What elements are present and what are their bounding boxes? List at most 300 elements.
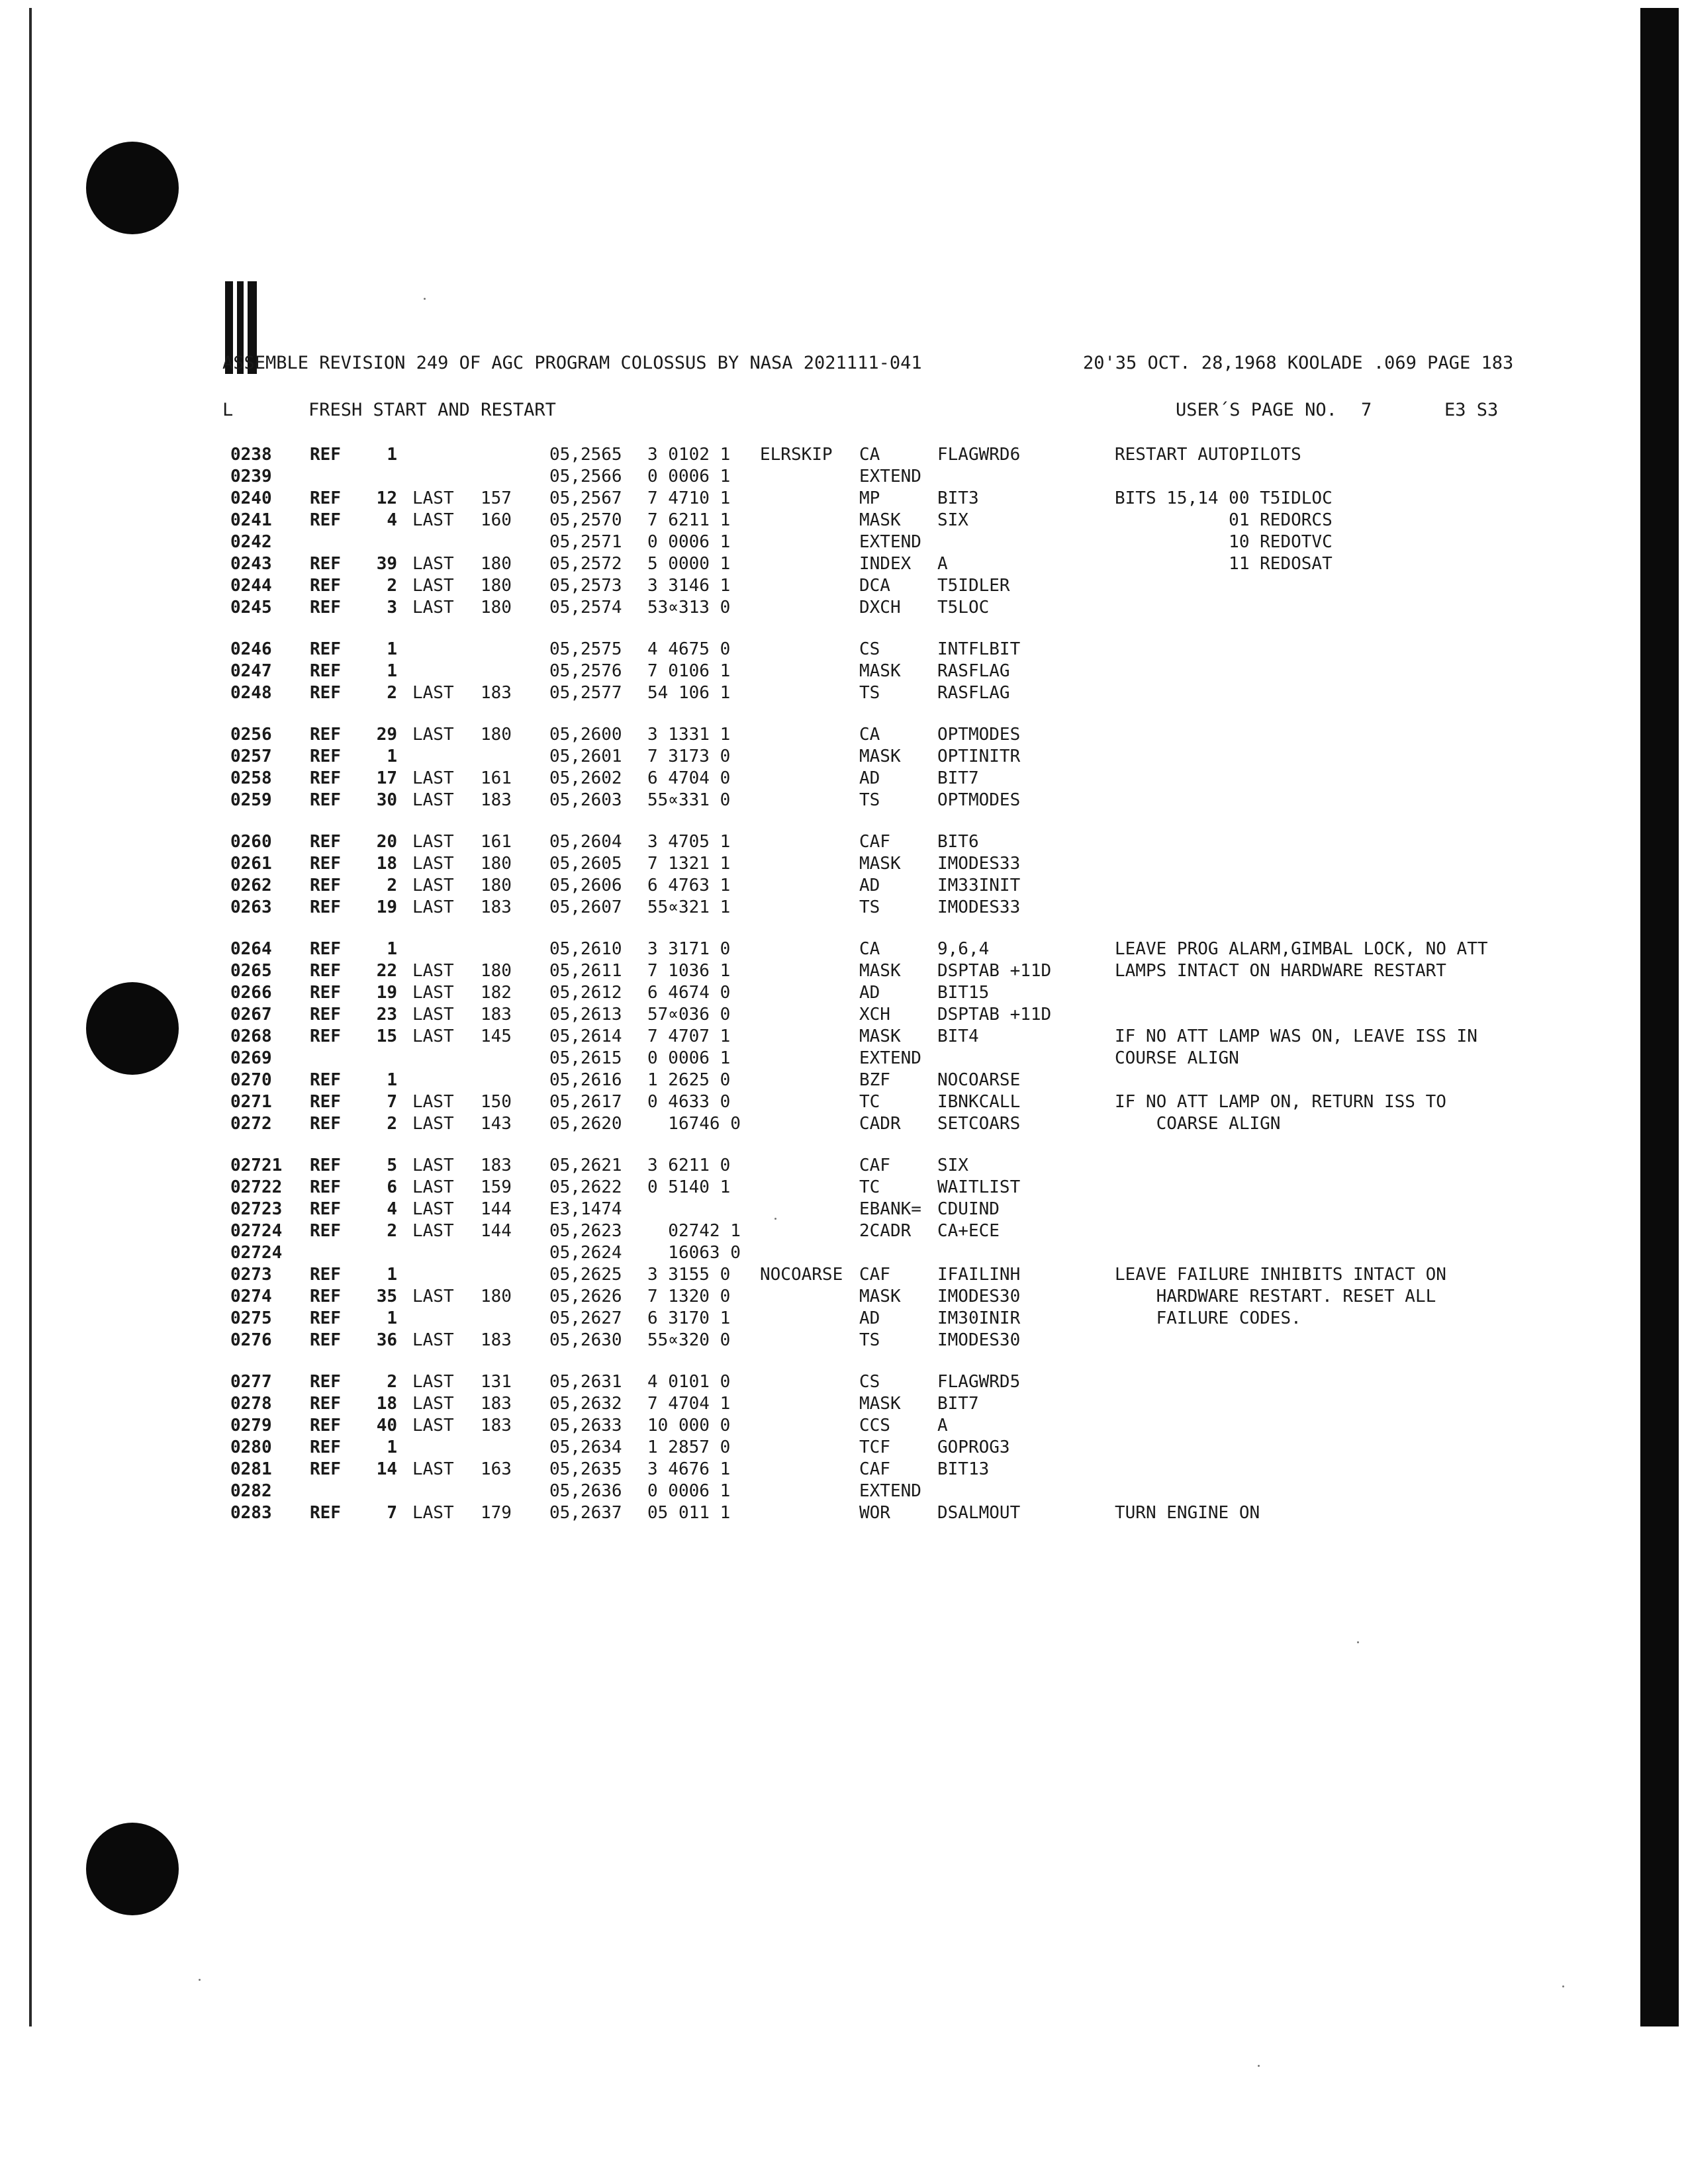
- octal-code: 6 4704 0: [647, 768, 731, 788]
- address: 05,2605: [549, 854, 622, 874]
- octal-code: 7 6211 1: [647, 510, 731, 530]
- opcode: DCA: [859, 576, 890, 596]
- opcode: CAF: [859, 1265, 890, 1285]
- operand: NOCOARSE: [937, 1070, 1021, 1090]
- comment: RESTART AUTOPILOTS: [1115, 445, 1301, 465]
- opcode: CA: [859, 939, 880, 959]
- listing-row: [230, 1026, 1554, 1048]
- last-flag: LAST: [412, 1287, 454, 1306]
- punch-hole-bottom: [86, 1823, 179, 1915]
- listing-row: [230, 1243, 1554, 1265]
- operand: BIT6: [937, 832, 979, 852]
- ref-flag: REF: [310, 1156, 341, 1175]
- address: 05,2576: [549, 661, 622, 681]
- row-spacer: [230, 1136, 1554, 1156]
- line-number: 02724: [230, 1221, 283, 1241]
- octal-code: 0 4633 0: [647, 1092, 731, 1112]
- ref-flag: REF: [310, 790, 341, 810]
- operand: A: [937, 554, 948, 574]
- listing-row: [230, 790, 1554, 812]
- ref-flag: REF: [310, 1005, 341, 1024]
- octal-code: 7 1320 0: [647, 1287, 731, 1306]
- opcode: TS: [859, 683, 880, 703]
- address: 05,2613: [549, 1005, 622, 1024]
- assembly-listing: [230, 445, 1554, 1525]
- ref-count: 1: [387, 1437, 397, 1457]
- line-number: 0280: [230, 1437, 272, 1457]
- operand: DSALMOUT: [937, 1503, 1021, 1523]
- row-spacer: [230, 812, 1554, 832]
- comment: 11 REDOSAT: [1115, 554, 1333, 574]
- ref-count: 1: [387, 1308, 397, 1328]
- ref-flag: REF: [310, 876, 341, 895]
- opcode: TS: [859, 790, 880, 810]
- listing-row: [230, 1372, 1554, 1394]
- last-page: 160: [481, 510, 512, 530]
- address: 05,2606: [549, 876, 622, 895]
- last-flag: LAST: [412, 598, 454, 617]
- operand: IM30INIR: [937, 1308, 1021, 1328]
- line-number: 0262: [230, 876, 272, 895]
- ref-flag: REF: [310, 554, 341, 574]
- line-number: 0279: [230, 1416, 272, 1435]
- line-number: 0245: [230, 598, 272, 617]
- opcode: TC: [859, 1177, 880, 1197]
- address: 05,2573: [549, 576, 622, 596]
- operand: 9,6,4: [937, 939, 990, 959]
- line-number: 0282: [230, 1481, 272, 1501]
- listing-row: [230, 467, 1554, 488]
- line-number: 0260: [230, 832, 272, 852]
- last-page: 157: [481, 488, 512, 508]
- ref-flag: REF: [310, 1394, 341, 1414]
- address: 05,2611: [549, 961, 622, 981]
- ref-flag: REF: [310, 747, 341, 766]
- operand: A: [937, 1416, 948, 1435]
- operand: SETCOARS: [937, 1114, 1021, 1134]
- listing-row: [230, 510, 1554, 532]
- address: 05,2600: [549, 725, 622, 745]
- last-flag: LAST: [412, 854, 454, 874]
- address: 05,2637: [549, 1503, 622, 1523]
- last-page: 159: [481, 1177, 512, 1197]
- line-number: 0238: [230, 445, 272, 465]
- ref-flag: REF: [310, 1070, 341, 1090]
- opcode: CAF: [859, 1156, 890, 1175]
- operand: RASFLAG: [937, 683, 1010, 703]
- address: 05,2565: [549, 445, 622, 465]
- octal-code: 5 0000 1: [647, 554, 731, 574]
- last-page: 180: [481, 576, 512, 596]
- line-number: 0257: [230, 747, 272, 766]
- operand: BIT15: [937, 983, 990, 1003]
- ref-flag: REF: [310, 1199, 341, 1219]
- opcode: EXTEND: [859, 1481, 921, 1501]
- line-number: 0268: [230, 1026, 272, 1046]
- last-flag: LAST: [412, 1177, 454, 1197]
- line-number: 0246: [230, 639, 272, 659]
- listing-row: [230, 768, 1554, 790]
- ref-flag: REF: [310, 683, 341, 703]
- listing-row: [230, 554, 1554, 576]
- opcode: INDEX: [859, 554, 912, 574]
- address: 05,2601: [549, 747, 622, 766]
- comment: LAMPS INTACT ON HARDWARE RESTART: [1115, 961, 1446, 981]
- address: 05,2626: [549, 1287, 622, 1306]
- octal-code: 7 4707 1: [647, 1026, 731, 1046]
- operand: DSPTAB +11D: [937, 961, 1052, 981]
- listing-subheader: [222, 400, 1573, 426]
- operand: SIX: [937, 510, 968, 530]
- octal-code: 3 3155 0: [647, 1265, 731, 1285]
- line-number: 0258: [230, 768, 272, 788]
- last-flag: LAST: [412, 1459, 454, 1479]
- address: 05,2575: [549, 639, 622, 659]
- line-number: 0239: [230, 467, 272, 486]
- ref-count: 39: [376, 554, 397, 574]
- line-number: 0283: [230, 1503, 272, 1523]
- address: 05,2614: [549, 1026, 622, 1046]
- last-flag: LAST: [412, 768, 454, 788]
- assembly-date-page: 20'35 OCT. 28,1968 KOOLADE .069 PAGE 183: [1083, 353, 1514, 373]
- opcode: MASK: [859, 510, 901, 530]
- ref-count: 2: [387, 876, 397, 895]
- ref-count: 18: [376, 854, 397, 874]
- octal-code: 6 3170 1: [647, 1308, 731, 1328]
- line-number: 0267: [230, 1005, 272, 1024]
- last-page: 183: [481, 683, 512, 703]
- listing-row: [230, 983, 1554, 1005]
- last-flag: LAST: [412, 488, 454, 508]
- ref-flag: REF: [310, 1114, 341, 1134]
- octal-code: 0 0006 1: [647, 1481, 731, 1501]
- row-spacer: [230, 705, 1554, 725]
- last-flag: LAST: [412, 897, 454, 917]
- octal-code: 7 1036 1: [647, 961, 731, 981]
- octal-code: 0 0006 1: [647, 1048, 731, 1068]
- ref-flag: REF: [310, 576, 341, 596]
- last-page: 180: [481, 598, 512, 617]
- octal-code: 05 011 1: [647, 1503, 731, 1523]
- opcode: DXCH: [859, 598, 901, 617]
- last-page: 131: [481, 1372, 512, 1392]
- octal-code: 3 4676 1: [647, 1459, 731, 1479]
- comment: FAILURE CODES.: [1115, 1308, 1301, 1328]
- octal-code: 4 0101 0: [647, 1372, 731, 1392]
- ref-flag: REF: [310, 1416, 341, 1435]
- octal-code: 3 6211 0: [647, 1156, 731, 1175]
- opcode: AD: [859, 983, 880, 1003]
- symbol-label: NOCOARSE: [760, 1265, 843, 1285]
- last-flag: LAST: [412, 832, 454, 852]
- ref-count: 1: [387, 639, 397, 659]
- opcode: CA: [859, 445, 880, 465]
- opcode: CAF: [859, 1459, 890, 1479]
- listing-row: [230, 1005, 1554, 1026]
- operand: BIT7: [937, 768, 979, 788]
- line-number: 0278: [230, 1394, 272, 1414]
- opcode: EBANK=: [859, 1199, 921, 1219]
- ref-count: 7: [387, 1092, 397, 1112]
- listing-row: [230, 1437, 1554, 1459]
- octal-code: 6 4763 1: [647, 876, 731, 895]
- opcode: MASK: [859, 747, 901, 766]
- operand: IMODES30: [937, 1287, 1021, 1306]
- right-scan-edge-bar: [1640, 8, 1679, 2026]
- listing-row: [230, 683, 1554, 705]
- address: 05,2612: [549, 983, 622, 1003]
- listing-row: [230, 639, 1554, 661]
- opcode: EXTEND: [859, 467, 921, 486]
- last-flag: LAST: [412, 554, 454, 574]
- listing-row: [230, 1330, 1554, 1352]
- last-page: 182: [481, 983, 512, 1003]
- symbol-label: ELRSKIP: [760, 445, 833, 465]
- operand: BIT7: [937, 1394, 979, 1414]
- listing-row: [230, 1287, 1554, 1308]
- ref-count: 40: [376, 1416, 397, 1435]
- address: 05,2625: [549, 1265, 622, 1285]
- octal-code: 1 2625 0: [647, 1070, 731, 1090]
- opcode: MP: [859, 488, 880, 508]
- line-number: 0241: [230, 510, 272, 530]
- opcode: CA: [859, 725, 880, 745]
- listing-row: [230, 939, 1554, 961]
- address: 05,2635: [549, 1459, 622, 1479]
- octal-code: 7 3173 0: [647, 747, 731, 766]
- ref-count: 29: [376, 725, 397, 745]
- operand: OPTMODES: [937, 725, 1021, 745]
- operand: WAITLIST: [937, 1177, 1021, 1197]
- listing-row: [230, 1114, 1554, 1136]
- ref-flag: REF: [310, 983, 341, 1003]
- listing-row: [230, 488, 1554, 510]
- last-flag: LAST: [412, 983, 454, 1003]
- operand: OPTMODES: [937, 790, 1021, 810]
- operand: IBNKCALL: [937, 1092, 1021, 1112]
- operand: IM33INIT: [937, 876, 1021, 895]
- line-number: 0265: [230, 961, 272, 981]
- line-number: 0259: [230, 790, 272, 810]
- line-number: 0271: [230, 1092, 272, 1112]
- listing-row: [230, 445, 1554, 467]
- opcode: TS: [859, 1330, 880, 1350]
- last-page: 144: [481, 1199, 512, 1219]
- octal-code: 0 0006 1: [647, 532, 731, 552]
- line-number: 0269: [230, 1048, 272, 1068]
- address: 05,2627: [549, 1308, 622, 1328]
- octal-code: 0 5140 1: [647, 1177, 731, 1197]
- last-flag: LAST: [412, 1503, 454, 1523]
- octal-code: 55∝320 0: [647, 1330, 731, 1350]
- address: 05,2624: [549, 1243, 622, 1263]
- address: 05,2567: [549, 488, 622, 508]
- ref-flag: REF: [310, 1308, 341, 1328]
- opcode: CS: [859, 639, 880, 659]
- line-number: 02723: [230, 1199, 283, 1219]
- operand: OPTINITR: [937, 747, 1021, 766]
- ref-count: 1: [387, 661, 397, 681]
- listing-row: [230, 1070, 1554, 1092]
- line-number: 0263: [230, 897, 272, 917]
- last-flag: LAST: [412, 1330, 454, 1350]
- last-page: 180: [481, 961, 512, 981]
- left-edge-strip: [29, 8, 32, 2026]
- ref-count: 1: [387, 1070, 397, 1090]
- ref-flag: REF: [310, 1330, 341, 1350]
- last-page: 183: [481, 1156, 512, 1175]
- last-page: 161: [481, 832, 512, 852]
- listing-row: [230, 1503, 1554, 1525]
- operand: IMODES30: [937, 1330, 1021, 1350]
- ref-count: 1: [387, 1265, 397, 1285]
- opcode: EXTEND: [859, 1048, 921, 1068]
- address: 05,2623: [549, 1221, 622, 1241]
- opcode: AD: [859, 768, 880, 788]
- line-number: 0274: [230, 1287, 272, 1306]
- line-number: 0275: [230, 1308, 272, 1328]
- operand: BIT13: [937, 1459, 990, 1479]
- last-page: 143: [481, 1114, 512, 1134]
- last-page: 163: [481, 1459, 512, 1479]
- opcode: XCH: [859, 1005, 890, 1024]
- ref-count: 1: [387, 747, 397, 766]
- listing-row: [230, 1416, 1554, 1437]
- ref-count: 1: [387, 939, 397, 959]
- line-number: 0272: [230, 1114, 272, 1134]
- comment: 10 REDOTVC: [1115, 532, 1333, 552]
- ref-flag: REF: [310, 1221, 341, 1241]
- ref-flag: REF: [310, 639, 341, 659]
- line-number: 0277: [230, 1372, 272, 1392]
- address: 05,2631: [549, 1372, 622, 1392]
- last-flag: LAST: [412, 1156, 454, 1175]
- last-page: 145: [481, 1026, 512, 1046]
- ref-count: 12: [376, 488, 397, 508]
- ref-count: 2: [387, 1221, 397, 1241]
- last-page: 180: [481, 1287, 512, 1306]
- ref-flag: REF: [310, 598, 341, 617]
- line-number: 0240: [230, 488, 272, 508]
- address: 05,2622: [549, 1177, 622, 1197]
- address: 05,2602: [549, 768, 622, 788]
- address: 05,2571: [549, 532, 622, 552]
- listing-header: [222, 353, 1573, 379]
- last-flag: LAST: [412, 1372, 454, 1392]
- octal-code: 7 4704 1: [647, 1394, 731, 1414]
- listing-row: [230, 1394, 1554, 1416]
- ref-count: 30: [376, 790, 397, 810]
- octal-code: 3 0102 1: [647, 445, 731, 465]
- ref-flag: REF: [310, 1437, 341, 1457]
- ref-count: 23: [376, 1005, 397, 1024]
- operand: BIT3: [937, 488, 979, 508]
- opcode: MASK: [859, 1394, 901, 1414]
- listing-row: [230, 1308, 1554, 1330]
- opcode: MASK: [859, 1026, 901, 1046]
- ref-count: 7: [387, 1503, 397, 1523]
- operand: SIX: [937, 1156, 968, 1175]
- comment: COURSE ALIGN: [1115, 1048, 1239, 1068]
- opcode: MASK: [859, 661, 901, 681]
- listing-row: [230, 897, 1554, 919]
- ref-count: 14: [376, 1459, 397, 1479]
- ref-count: 18: [376, 1394, 397, 1414]
- operand: T5IDLER: [937, 576, 1010, 596]
- ref-flag: REF: [310, 961, 341, 981]
- ref-count: 4: [387, 1199, 397, 1219]
- listing-row: [230, 1459, 1554, 1481]
- octal-code: 3 1331 1: [647, 725, 731, 745]
- line-number: 0256: [230, 725, 272, 745]
- address: 05,2577: [549, 683, 622, 703]
- ref-count: 2: [387, 1372, 397, 1392]
- last-page: 180: [481, 876, 512, 895]
- line-number: 0242: [230, 532, 272, 552]
- ref-flag: REF: [310, 768, 341, 788]
- opcode: CS: [859, 1372, 880, 1392]
- user-page-label: USER´S PAGE NO.: [1176, 400, 1337, 420]
- last-flag: LAST: [412, 725, 454, 745]
- last-flag: LAST: [412, 876, 454, 895]
- opcode: CADR: [859, 1114, 901, 1134]
- line-number: 0248: [230, 683, 272, 703]
- octal-code: 3 3171 0: [647, 939, 731, 959]
- last-page: 183: [481, 897, 512, 917]
- section-marker: L: [222, 400, 234, 420]
- listing-row: [230, 832, 1554, 854]
- operand: DSPTAB +11D: [937, 1005, 1052, 1024]
- last-flag: LAST: [412, 790, 454, 810]
- ref-flag: REF: [310, 832, 341, 852]
- address: 05,2566: [549, 467, 622, 486]
- line-number: 0281: [230, 1459, 272, 1479]
- line-number: 0261: [230, 854, 272, 874]
- listing-row: [230, 1156, 1554, 1177]
- line-number: 0266: [230, 983, 272, 1003]
- operand: IFAILINH: [937, 1265, 1021, 1285]
- ref-flag: REF: [310, 1265, 341, 1285]
- row-spacer: [230, 1352, 1554, 1372]
- octal-code: 1 2857 0: [647, 1437, 731, 1457]
- last-page: 183: [481, 1330, 512, 1350]
- last-flag: LAST: [412, 1092, 454, 1112]
- listing-row: [230, 1481, 1554, 1503]
- listing-row: [230, 961, 1554, 983]
- ref-flag: REF: [310, 939, 341, 959]
- listing-row: [230, 1265, 1554, 1287]
- listing-row: [230, 725, 1554, 747]
- comment: COARSE ALIGN: [1115, 1114, 1281, 1134]
- address: 05,2621: [549, 1156, 622, 1175]
- row-spacer: [230, 619, 1554, 639]
- listing-row: [230, 747, 1554, 768]
- row-spacer: [230, 919, 1554, 939]
- ref-flag: REF: [310, 1503, 341, 1523]
- comment: TURN ENGINE ON: [1115, 1503, 1260, 1523]
- address: 05,2617: [549, 1092, 622, 1112]
- ref-flag: REF: [310, 1287, 341, 1306]
- listing-row: [230, 532, 1554, 554]
- address: 05,2616: [549, 1070, 622, 1090]
- listing-row: [230, 661, 1554, 683]
- last-flag: LAST: [412, 961, 454, 981]
- ref-flag: REF: [310, 1026, 341, 1046]
- opcode: TS: [859, 897, 880, 917]
- ref-flag: REF: [310, 1092, 341, 1112]
- octal-code: 54 106 1: [647, 683, 731, 703]
- line-number: 0270: [230, 1070, 272, 1090]
